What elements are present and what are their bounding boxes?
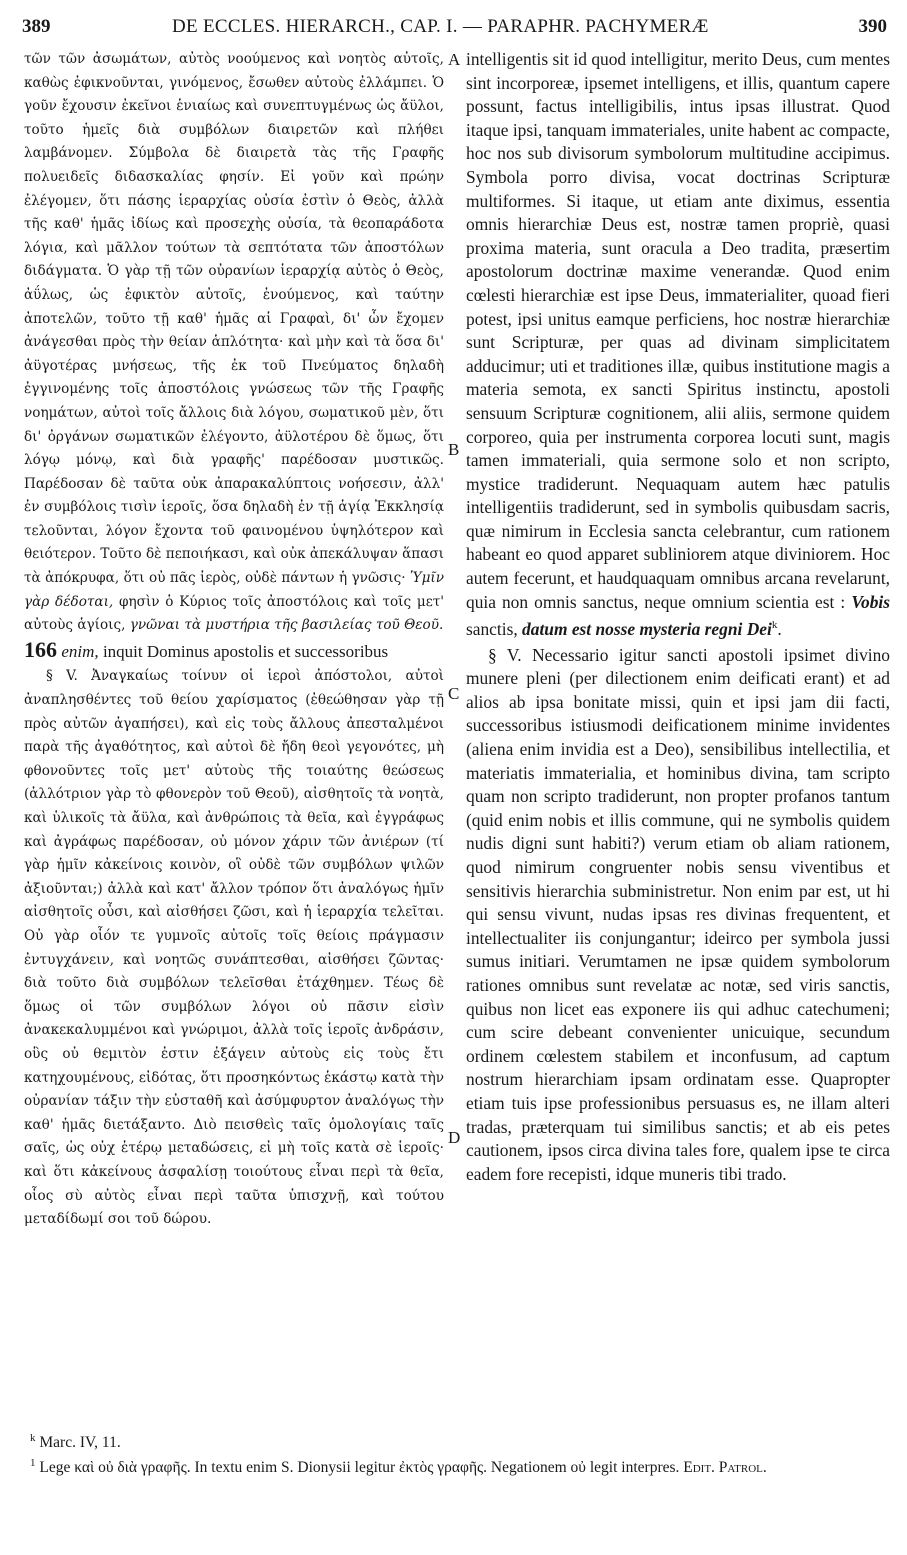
- section-line: [24, 638, 444, 666]
- latin-quote-1: Vobis: [851, 591, 890, 612]
- footnote-2-text: Lege καὶ οὐ διὰ γραφῆς. In textu enim S. Dionysii legitur ἐκτὸς γραφῆς. Negationem οὐ legit interpres.: [39, 1459, 680, 1477]
- section-latin-lead: enim,: [61, 641, 99, 661]
- margin-marker-b: B: [448, 440, 460, 459]
- section-number: 166: [24, 636, 57, 662]
- margin-marker-a: A: [448, 50, 461, 69]
- page-number-right: 390: [858, 16, 887, 37]
- greek-column: [24, 48, 444, 1232]
- latin-paragraph-2: § V. Necessario igitur sancti apostoli ipsimet divino munere pleni (per dilectionem enim deificati erant) et ad alios ab ipsa bonitate missi, quin et ipsi jam dii facti, successoribus istiusmodi deificationem minime invidentes (aliena enim invidia est a Deo), sensibilibus intellectilia, et materiatis immaterialia, et hominibus divina, tam scripto quam non scripto tradiderunt, non propter profanos tantum (quid enim nobis et illis commune, qui ne symbolis quidem nudis digni sunt habiti?) verum etiam ob aliam rationem, quod nimirum congruenter nobis sensu viventibus et sensitivis hierarchia subministretur. Non enim par est, ut hi qui sensu vivunt, nudas ipsas res divinas frequentent, et intellectualiter iis conjungantur; ideirco per symbola jussi sumus initiari. Verumtamen ne ipsæ quidem symbolorum rationes omnibus sunt revelatæ ac notæ, sed viris sanctis, quibus non licet eas exponere iis qui adhuc catechumeni; cum scire debeant convenienter unicuique, secundum ordinem cœlestem stabilem et inconfusum, ad captum nostrum hierarchiam ipsam ordinatam esse. Quapropter etiam tuis ipse professionibus persuasus es, ne illam alteri tradas, præterquam tui similibus sanctis; et ab eis petes cautionem, ipsos circa divina tales fore, qualem ipse te circa eadem fore recepisti, idque muneris tibi trado.: [466, 644, 890, 1184]
- footnotes: [30, 1428, 890, 1478]
- latin-text-1: intelligentis sit id quod intelligitur, merito Deus, cum mentes sint incorporeæ, ipsemet intelligens, et illis, quantum capere possunt, factus intelligibilis, intus ipsas illustrat. Quod itaque ipsi, tanquam immateriales, unite habent ac compacte, hoc nos sub divisorum symbolorum multitudine accipimus. Symbola porro divisa, vocat doctrinas Scripturæ multiformes. Si itaque, ut etiam ante diximus, essentia omnis hierarchiæ Deus est, nostræ tamen propriè, quasi proxima materia, sunt oracula a Deo tradita, præsertim apostolorum doctrinæ maxime venerandæ. Quod enim cœlesti hierarchiæ est ipse Deus, immaterialiter, quoad fieri potest, ipsi unitus eamque perficiens, hoc nostræ hierarchiæ sunt Scripturæ, per quas ad divinam simplicitatem adducimur; uti et traditiones illæ, quibus institutione magis a materia semota, ex sancti Spiritus instinctu, apostoli sensuum Scripturæ cognitionem, alii aliis, sermone quidem corporeo, quia per instrumenta corporea locuti sunt, magis tamen immateriali, quia sermone solo et non scripto, mystice tradiderunt. Nequaquam autem hæc patulis intelligentiis tradiderunt, sed in symbolis quibusdam sacris, quæ nimirum in Ecclesia sancta celebrantur, cum rationem habeant eo quod apparet subliniorem atque diviniorem. Hoc autem fecerunt, et haudquaquam omnibus arcana revelarunt, quia non omnis sanctus, neque omnium scientia est :: [466, 49, 890, 612]
- footnote-2-signature: Edit. Patrol.: [683, 1459, 767, 1477]
- greek-quote-2: γνῶναι τὰ μυστήρια τῆς βασιλείας τοῦ Θεοῦ.: [129, 617, 444, 634]
- page-number-left: 389: [22, 16, 51, 37]
- greek-paragraph-2: § V. Ἀναγκαίως τοίνυν οἱ ἱεροὶ ἀπόστολοι, αὐτοὶ ἀναπλησθέντες τοῦ θείου χαρίσματος (ἐθεώθησαν γὰρ τῇ πρὸς αὐτῶν ἀγαπήσει), καὶ εἰς τοὺς ἄλλους ἀπεσταλμένοι παρὰ τῆς ἀγαθότητος, καὶ αὐτοὶ δὲ ἤδη θεοὶ γεγονότες, μὴ φθονοῦντες τοῖς μετ' αὐτοὺς τῆς τοιαύτης θεώσεως (ἀλλότριον γὰρ τὸ φθονερὸν τοῦ Θεοῦ), αἰσθητοῖς τὰ νοητὰ, καὶ ὑλικοῖς τὰ ἄϋλα, καὶ ἀνθρώποις τὰ θεῖα, καὶ ἐγγράφως καὶ ἀγράφως παρέδοσαν, οὐ μόνον χάριν τῶν ἀνιέρων (τί γὰρ ἡμῖν κἀκείνοις κοινὸν, οἳ οὐδὲ τῶν συμβόλων ψιλῶν ἀξιοῦνται;) ἀλλὰ καὶ κατ' ἄλλον τρόπον ὅτι ἀναλόγως ἡμῖν αἰσθητοῖς οὖσι, καὶ αἰσθήσει ζῶσι, καὶ ἡ ἱεραρχία τελεῖται. Οὐ γὰρ οἷόν τε γυμνοῖς αὐτοῖς τοῖς θείοις πράγμασιν ἐντυγχάνειν, καὶ νοητῶς συνάπτεσθαι, αἰσθήσει ζῶντας· διὰ τοῦτο διὰ συμβόλων τελεῖσθαι ἐτάχθημεν. Τέως δὲ ὅμως οἱ τῶν συμβόλων λόγοι οὐ πᾶσιν εἰσὶν ἀνακεκαλυμμένοι καὶ γνώριμοι, ἀλλὰ τοῖς ἱεροῖς ἀνδράσιν, οὓς οὐ θεμιτὸν ἐστιν ἐξάγειν αὐτοὺς εἰς τοὺς ἔτι κατηχουμένους, εἰδότας, ὅτι προσηκόντως ἑκάστῳ κατὰ τὴν οὐρανίαν τάξιν τὴν εὐσταθῆ καὶ ἀσύμφυρτον ἀναλόγως τὴν καθ' ἡμᾶς διετάξαντο. Διὸ πεισθεὶς ταῖς ὁμολογίαις ταῖς σαῖς, ὡς οὐχ ἑτέρῳ μεταδώσεις, εἰ μὴ τοῖς κατὰ σὲ ἱεροῖς· καὶ ὅτι κἀκείνους ἀσφαλίσῃ τοιούτους εἶναι περὶ τὰ θεῖα, οἷος σὺ αὐτὸς εἶναι περὶ ταῦτα ὑπισχνῇ, καὶ τούτου μεταδίδωμί σοι τοῦ δώρου.: [24, 668, 444, 1228]
- latin-quote-2: datum est nosse mysteria regni Dei: [522, 619, 772, 640]
- margin-marker-d: D: [448, 1128, 461, 1147]
- footnote-1: [30, 1428, 890, 1453]
- greek-paragraph-1: [24, 48, 444, 638]
- latin-paragraph-1: intelligentis sit id quod intelligitur, merito Deus, cum mentes sint incorporeæ, ipsemet intelligens, et illis, quantum capere possunt, factus intelligibilis, intus ipsas illustrat. Quod itaque ipsi, tanquam immateriales, unite habent ac compacte, hoc nos sub divisorum symbolorum multitudine accipimus. Symbola porro divisa, vocat doctrinas Scripturæ multiformes. Si itaque, ut etiam ante diximus, essentia omnis hierarchiæ Deus est, nostræ tamen propriè, quasi proxima materia, sunt oracula a Deo tradita, præsertim apostolorum doctrinæ maxime venerandæ. Quod enim cœlesti hierarchiæ est ipse Deus, immaterialiter, quoad fieri potest, ipsi unitus eamque perficiens, hoc nostræ hierarchiæ sunt Scripturæ, per quas ad divinam simplicitatem adducimur; uti et traditiones illæ, quibus institutione magis a materia semota, ex sancti Spiritus instinctu, apostoli sensuum Scripturæ cognitionem, alii aliis, sermone quidem corporeo, quia per instrumenta corporea locuti sunt, magis tamen immateriali, quia sermone solo et non scripto, mystice tradiderunt. Nequaquam autem hæc patulis intelligentiis tradiderunt, sed in symbolis quibusdam sacris, quæ nimirum in Ecclesia sancta celebrantur, cum rationem habeant eo quod apparet subliniorem atque diviniorem. Hoc autem fecerunt, et haudquaquam omnibus arcana revelarunt, quia non omnis sanctus, neque omnium scientia est : Vobis sanctis, datum est nosse mysteria regni Dei$^k$.: [466, 49, 890, 640]
- greek-text-1b: φησὶν ὁ Κύριος τοῖς ἀποστόλοις καὶ τοῖς μετ' αὐτοὺς ἁγίοις,: [24, 593, 444, 634]
- running-title: DE ECCLES. HIERARCH., CAP. I. — PARAPHR. PACHYMERÆ: [172, 16, 709, 37]
- footnote-ref-k: k: [771, 619, 778, 632]
- section-latin-rest: inquit Dominus apostolis et successoribus: [102, 641, 389, 661]
- latin-text-1b: sanctis,: [466, 619, 518, 640]
- footnote-1-text: Marc. IV, 11.: [39, 1434, 121, 1452]
- greek-quote-1: Ὑμῖν γὰρ δέδοται,: [24, 570, 444, 610]
- footnote-1-mark: k: [30, 1432, 36, 1444]
- footnote-2-mark: 1: [30, 1457, 36, 1470]
- page-header: [22, 10, 887, 40]
- footnote-2: [30, 1453, 890, 1478]
- margin-marker-c: C: [448, 684, 460, 703]
- latin-column: [466, 48, 890, 1186]
- greek-text-1: τῶν τῶν ἀσωμάτων, αὐτὸς νοούμενος καὶ νοητὸς αὐτοῖς, καθὼς ἐφικνοῦνται, γινόμενος, ἔσωθεν αὐτοὺς ἐλλάμπει. Ὁ γοῦν ἔχουσιν ἐκεῖνοι ἑνιαίως καὶ συνεπτυγμένως ὡς ἄϋλοι, τοῦτο ἡμεῖς διὰ συμβόλων διαιρετῶν καὶ πλήθει λαμβάνομεν. Σύμβολα δὲ διαιρετὰ τὰς τῆς Γραφῆς πολυειδεῖς διδασκαλίας φησίν. Εἰ γοῦν καὶ πρώην ἐλέγομεν, ὅτι πάσης ἱεραρχίας οὐσία ἐστὶν ὁ Θεὸς, ἀλλὰ τῆς καθ' ἡμᾶς ἰδίως καὶ προσεχὴς οὐσία, τὰ θεοπαράδοτα λόγια, καὶ μᾶλλον τούτων τὰ σεπτότατα τῶν ἀποστόλων διδάγματα. Ὁ γὰρ τῇ τῶν οὐρανίων ἱεραρχίᾳ αὐτὸς ὁ Θεὸς, ἀΰλως, ὡς ἐφικτὸν αὐτοῖς, ἑνούμενος, καὶ ταύτην ἀποτελῶν, τοῦτο τῇ καθ' ἡμᾶς αἱ Γραφαὶ, δι' ὧν ἔχομεν ἀνάγεσθαι πρὸς τὴν θείαν ἁπλότητα· καὶ μὴν καὶ τὰ ὅσα δι' ἀϋγοτέρας μνήσεως, τῆς ἐκ τοῦ Πνεύματος δηλαδὴ ἐγγινομένης τοῖς ἀποστόλοις γνώσεως τῶν τῆς Γραφῆς νοημάτων, αὐτοὶ τοῖς ἄλλοις διὰ λόγου, σωματικοῦ μὲν, ὅτι δι' ὀργάνων σωματικῶν ἐλέγοντο, ἀϋλοτέρου δὲ ὅμως, ὅτι λόγῳ μόνῳ, καὶ διὰ γραφῆς' παρέδοσαν μυστικῶς. Παρέδοσαν δὲ ταῦτα οὐκ ἀπαρακαλύπτοις νοήσεσιν, ἀλλ' ἐν συμβόλοις τισὶν ἱεροῖς, ὅσα δηλαδὴ ἐν τῇ ἁγίᾳ Ἐκκλησίᾳ τελοῦνται, λόγον ἔχοντα τοῦ φαινομένου ὑψηλότερον καὶ θειότερον. Τοῦτο δὲ πεποιήκασι, καὶ οὐκ ἀπεκάλυψαν ἅπασι τὰ ἀπόκρυφα, ὅτι οὐ πᾶς ἱερὸς, οὐδὲ πάντων ἡ γνῶσις·: [24, 51, 444, 587]
